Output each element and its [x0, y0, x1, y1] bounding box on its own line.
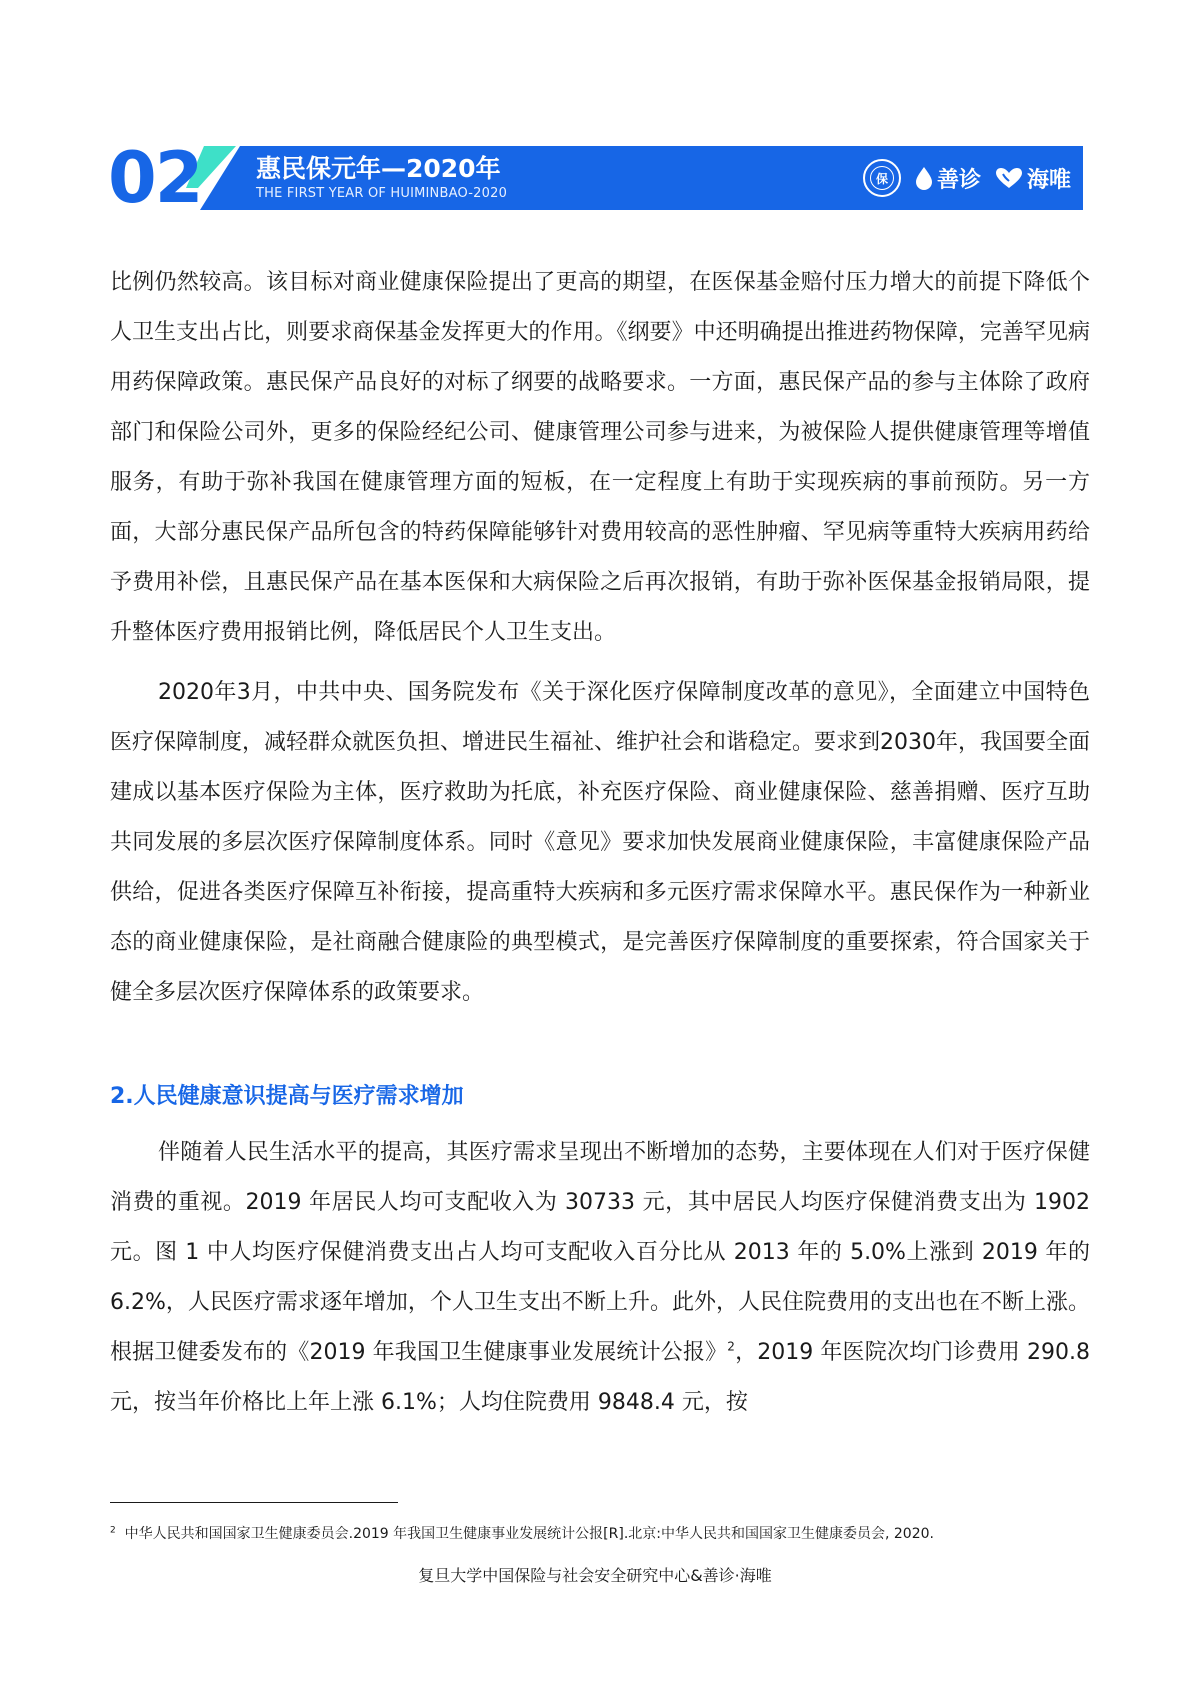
paragraph-text-part2: ，2019 年医院次均门诊费用 290.8 元，按当年价格比上年上涨 6.1%；人均住院费用 9848.4 元，按: [110, 1340, 1090, 1415]
chapter-title: 惠民保元年—2020年: [256, 154, 501, 183]
chapter-number: 02: [108, 137, 202, 219]
footnote-text: 中华人民共和国国家卫生健康委员会.2019 年我国卫生健康事业发展统计公报[R].北京:中华人民共和国国家卫生健康委员会, 2020.: [124, 1526, 934, 1542]
chapter-header: [108, 137, 1083, 219]
footnote: [110, 1524, 934, 1544]
shanzhen-label: 善诊: [936, 167, 981, 193]
paragraph-policy: 2020年3月，中共中央、国务院发布《关于深化医疗保障制度改革的意见》，全面建立中国特色医疗保障制度，减轻群众就医负担、增进民生福祉、维护社会和谐稳定。要求到2030年，我国要全面建成以基本医疗保险为主体，医疗救助为托底，补充医疗保险、商业健康保险、慈善捐赠、医疗互助共同发展的多层次医疗保障制度体系。同时《意见》要求加快发展商业健康保险，丰富健康保险产品供给，促进各类医疗保障互补衔接，提高重特大疾病和多元医疗需求保障水平。惠民保作为一种新业态的商业健康保险，是社商融合健康险的典型模式，是完善医疗保障制度的重要探索，符合国家关于健全多层次医疗保障体系的政策要求。: [110, 680, 1090, 1005]
paragraph-continuation: 比例仍然较高。该目标对商业健康保险提出了更高的期望，在医保基金赔付压力增大的前提下降低个人卫生支出占比，则要求商保基金发挥更大的作用。《纲要》中还明确提出推进药物保障，完善罕见病用药保障政策。惠民保产品良好的对标了纲要的战略要求。一方面，惠民保产品的参与主体除了政府部门和保险公司外，更多的保险经纪公司、健康管理公司参与进来，为被保险人提供健康管理等增值服务，有助于弥补我国在健康管理方面的短板，在一定程度上有助于实现疾病的事前预防。另一方面，大部分惠民保产品所包含的特药保障能够针对费用较高的恶性肿瘤、罕见病等重特大疾病用药给予费用补偿，且惠民保产品在基本医保和大病保险之后再次报销，有助于弥补医保基金报销局限，提升整体医疗费用报销比例，降低居民个人卫生支出。: [110, 270, 1090, 645]
haiwei-logo: [995, 163, 1071, 194]
footnote-marker: 2: [110, 1525, 116, 1536]
footnote-reference[interactable]: 2: [727, 1339, 735, 1354]
document-body: [110, 258, 1090, 1428]
section-heading: 2.人民健康意识提高与医疗需求增加: [110, 1084, 464, 1109]
heart-leaf-icon: [995, 167, 1023, 189]
footnote-divider: [110, 1502, 398, 1503]
page-footer: 复旦大学中国保险与社会安全研究中心&善诊·海唯: [418, 1566, 772, 1585]
droplet-icon: [915, 166, 933, 190]
chapter-subtitle: THE FIRST YEAR OF HUIMINBAO-2020: [256, 186, 508, 201]
paragraph-text-part1: 伴随着人民生活水平的提高，其医疗需求呈现出不断增加的态势，主要体现在人们对于医疗保健消费的重视。2019 年居民人均可支配收入为 30733 元，其中居民人均医疗保健消费支出为 1902 元。图 1 中人均医疗保健消费支出占人均可支配收入百分比从 2013 年的 5.0%上涨到 2019 年的 6.2%，人民医疗需求逐年增加，个人卫生支出不断上升。此外，人民住院费用的支出也在不断上涨。根据卫健委发布的《2019 年我国卫生健康事业发展统计公报》: [110, 1140, 1090, 1365]
shanzhen-logo: [915, 163, 981, 194]
seal-center-glyph: 保: [870, 166, 894, 190]
haiwei-label: 海唯: [1026, 167, 1071, 193]
partner-logos: [863, 158, 1071, 198]
fudan-seal-logo: [863, 159, 901, 197]
paragraph-medical-demand: [110, 1128, 1090, 1428]
